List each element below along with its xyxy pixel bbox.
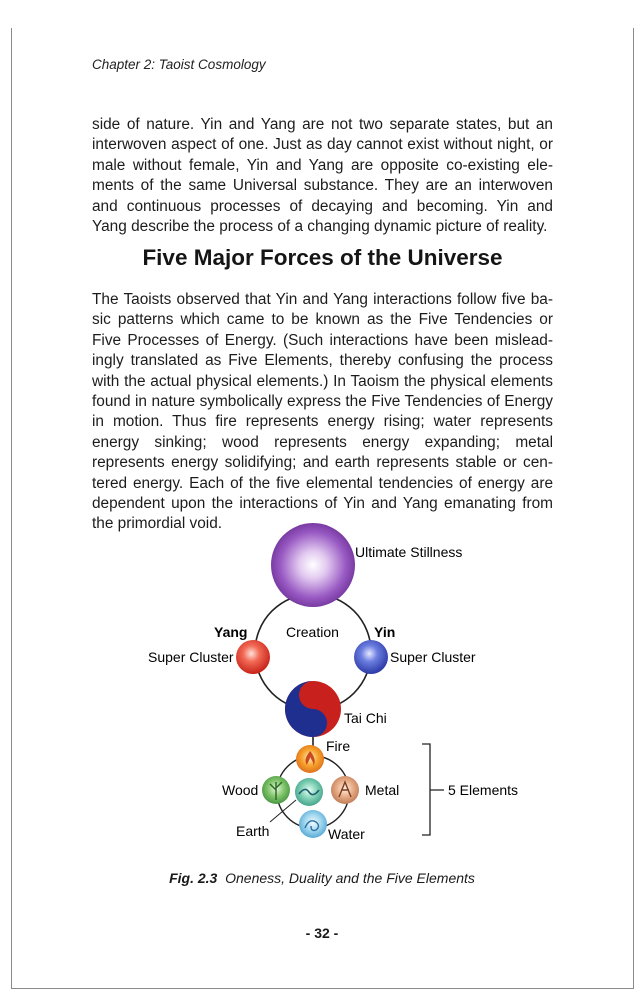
fire-sphere	[296, 745, 324, 773]
tai-chi-label: Tai Chi	[344, 710, 387, 726]
paragraph-yin-yang: side of nature. Yin and Yang are not two separate states, but an interwoven aspect of one. Just as day cannot exist without night, or male without female, Yin and Yang are opposite co-existing elements of the same Universal substance. They are an interwoven and continuous processes of decaying and becoming. Yin and Yang describe the process of a changing dynamic picture of reality.	[92, 116, 553, 236]
page-number: - 32 -	[305, 925, 339, 941]
yin-label: Yin	[374, 624, 396, 640]
five-elements-label: 5 Elements	[448, 782, 519, 798]
yang-cluster-label: Super Cluster	[148, 649, 234, 665]
figure-number: Fig. 2.3	[169, 870, 218, 886]
yin-cluster-label: Super Cluster	[390, 649, 476, 665]
fire-label: Fire	[326, 738, 351, 754]
tai-chi-symbol	[285, 681, 341, 737]
wood-label: Wood	[222, 782, 259, 798]
water-sphere	[299, 810, 327, 838]
metal-label: Metal	[365, 782, 400, 798]
figure-caption-text: Oneness, Duality and the Five Elements	[225, 870, 475, 886]
water-label: Water	[328, 826, 365, 842]
section-heading: Five Major Forces of the Universe	[142, 245, 503, 270]
yin-sphere	[354, 640, 388, 674]
running-head: Chapter 2: Taoist Cosmology	[92, 57, 266, 72]
ultimate-stillness-label: Ultimate Stillness	[355, 544, 463, 560]
earth-label: Earth	[236, 823, 270, 839]
elements-bracket	[422, 744, 444, 835]
ultimate-stillness-sphere	[271, 523, 355, 607]
yang-sphere	[236, 640, 270, 674]
figure-caption	[0, 870, 644, 886]
yang-label: Yang	[214, 624, 248, 640]
paragraph-five-forces: The Taoists observed that Yin and Yang interactions follow five basic patterns which came to be known as the Five Tendencies or Five Processes of Energy. (Such interactions have been misleadingly translated as Five Elements, thereby confusing the process with the actual physical elements.) In Taoism the physical elements found in nature symbolically express the Five Tendencies of Energy in motion. Thus fire represents energy rising; water represents energy sinking; wood represents energy expanding; metal represents energy solidifying; and earth represents stable or centered energy. Each of the five elemental tendencies of energy are dependent upon the interactions of Yin and Yang emanating from the primordial void.	[92, 291, 553, 533]
creation-label: Creation	[286, 624, 339, 640]
